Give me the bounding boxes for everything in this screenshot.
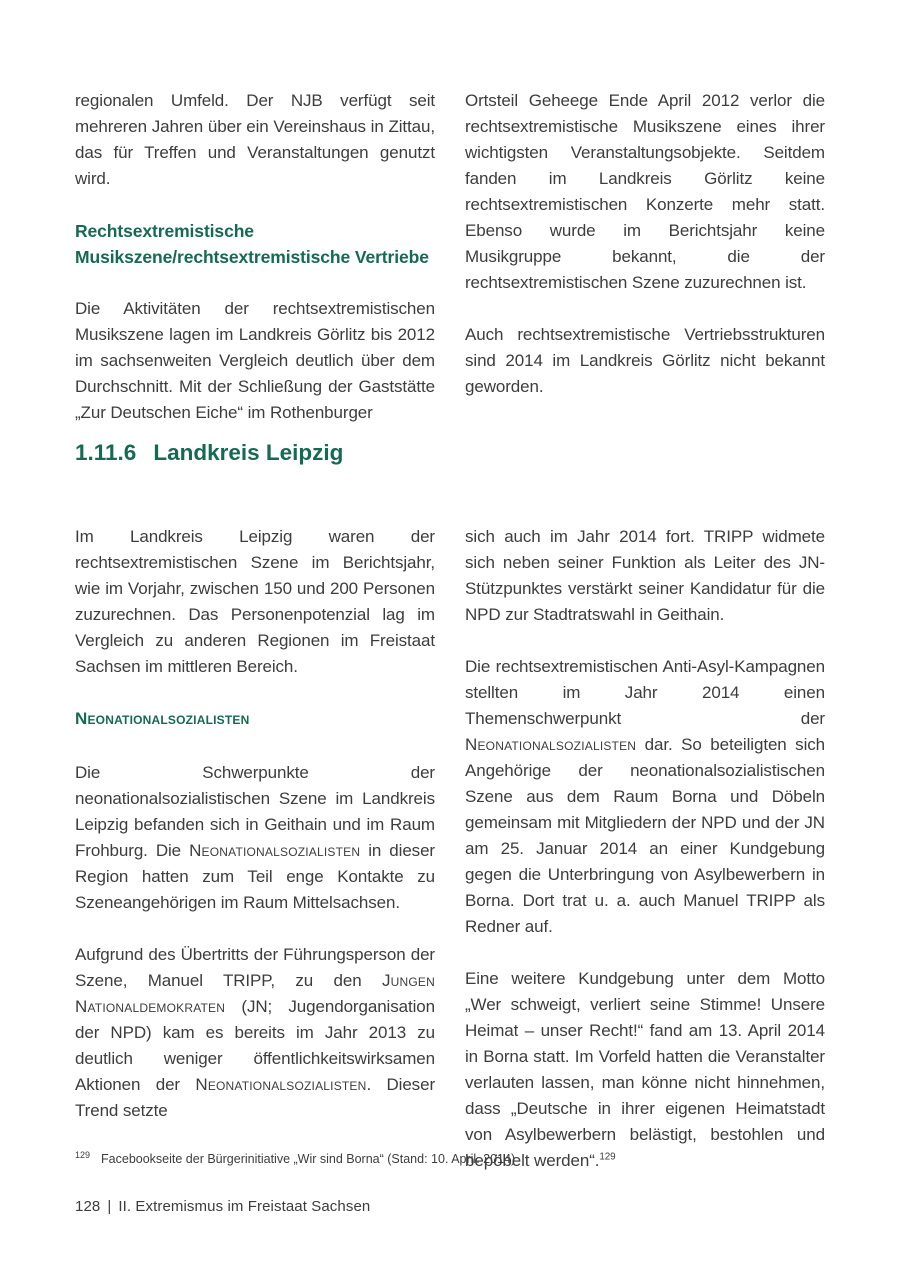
paragraph-schwerpunkte-geithain: Die Schwerpunkte der neonationalsozialistischen Szene im Landkreis Leipzig befanden sich in Geithain und im Raum Frohburg. Die Neonationalsozialisten in dieser Region hatten zum Teil enge Kontakte zu Szeneangehörigen im Raum Mittelsachsen. — [75, 763, 435, 912]
paragraph-musikszene-goerlitz: Die Aktivitäten der rechtsextremistischen Musikszene lagen im Landkreis Görlitz bis 2012 im sachsenweiten Vergleich deutlich über dem Durchschnitt. Mit der Schließung der Gaststätte „Zur Deutschen Eiche“ im Rothenburger — [75, 299, 435, 422]
bottom-left-column — [75, 524, 435, 1174]
paragraph-uebertritt-tripp: Aufgrund des Übertritts der Führungsperson der Szene, Manuel TRIPP, zu den Jungen Nationaldemokraten (JN; Jugendorganisation der NPD) kam es bereits im Jahr 2013 zu deutlich weniger öffentlichkeitswirksamen Aktionen der Neonationalsozialisten. Dieser Trend setzte — [75, 945, 435, 1120]
paragraph-personenpotenzial: Im Landkreis Leipzig waren der rechtsextremistischen Szene im Berichtsjahr, wie im Vorjahr, zwischen 150 und 200 Personen zuzurechnen. Das Personenpotenzial lag im Vergleich zu anderen Regionen im Freistaat Sachsen im mittleren Bereich. — [75, 527, 435, 676]
footer-running-title: II. Extremismus im Freistaat Sachsen — [118, 1198, 371, 1215]
paragraph-anti-asyl-kampagnen: Die rechtsextremistischen Anti-Asyl-Kampagnen stellten im Jahr 2014 einen Themenschwerpunkt der Neonationalsozialisten dar. So beteiligten sich Angehörige der neonationalsozialistischen Szene aus dem Raum Borna und Döbeln gemeinsam mit Mitgliedern der NPD und der JN am 25. Januar 2014 an einer Kundgebung gegen die Unterbringung von Asylbewerbern in Borna. Dort trat u. a. auch Manuel TRIPP als Redner auf. — [465, 657, 825, 936]
bottom-right-column — [465, 524, 825, 1174]
top-right-column — [465, 88, 825, 426]
paragraph-vertriebsstrukturen: Auch rechtsextremistische Vertriebsstrukturen sind 2014 im Landkreis Görlitz nicht bekannt geworden. — [465, 325, 825, 396]
bottom-two-column-block — [75, 524, 825, 1174]
footnote-129 — [75, 1147, 825, 1168]
paragraph-kundgebung-borna: Eine weitere Kundgebung unter dem Motto „Wer schweigt, verliert seine Stimme! Unsere Heimat – unser Recht!“ fand am 13. April 2014 in Borna statt. Im Vorfeld hatten die Veranstalter verlauten lassen, man könne nicht hinnehmen, dass „Deutsche in ihrer eigenen Heimatstadt von Asylbewerbern belästigt, bestohlen und bepöbelt werden“.$^{129}$ — [465, 969, 825, 1170]
section-title: Landkreis Leipzig — [153, 440, 344, 465]
section-heading-landkreis-leipzig — [75, 440, 343, 466]
paragraph-ortsteil-geheege: Ortsteil Geheege Ende April 2012 verlor die rechtsextremistische Musikszene eines ihrer wichtigsten Veranstaltungsobjekte. Seitdem fanden im Landkreis Görlitz keine rechtsextremistischen Konzerte mehr statt. Ebenso wurde im Berichtsjahr keine Musikgruppe bekannt, die der rechtsextremistischen Szene zuzurechnen ist. — [465, 91, 825, 292]
heading-neonationalsozialisten: Neonationalsozialisten — [75, 709, 250, 728]
page-footer — [75, 1198, 370, 1215]
paragraph-tripp-kandidatur: sich auch im Jahr 2014 fort. TRIPP widmete sich neben seiner Funktion als Leiter des JN-Stützpunktes verstärkt seiner Kandidatur für die NPD zur Stadtratswahl in Geithain. — [465, 527, 825, 624]
top-left-column — [75, 88, 435, 426]
section-number: 1.11.6 — [75, 440, 137, 465]
heading-musikszene-vertriebe: Rechtsextremistische Musikszene/rechtsextremistische Vertriebe — [75, 221, 429, 267]
top-two-column-block — [75, 88, 825, 426]
page-number: 128 — [75, 1198, 101, 1215]
paragraph-njb-vereinshaus: regionalen Umfeld. Der NJB verfügt seit mehreren Jahren über ein Vereinshaus in Zittau, das für Treffen und Veranstaltungen genutzt wird. — [75, 91, 435, 188]
footnote-marker: 129 — [75, 1150, 91, 1160]
footnote-text: Facebookseite der Bürgerinitiative „Wir sind Borna“ (Stand: 10. April. 2014) — [101, 1152, 516, 1167]
footer-divider: | — [107, 1198, 112, 1215]
